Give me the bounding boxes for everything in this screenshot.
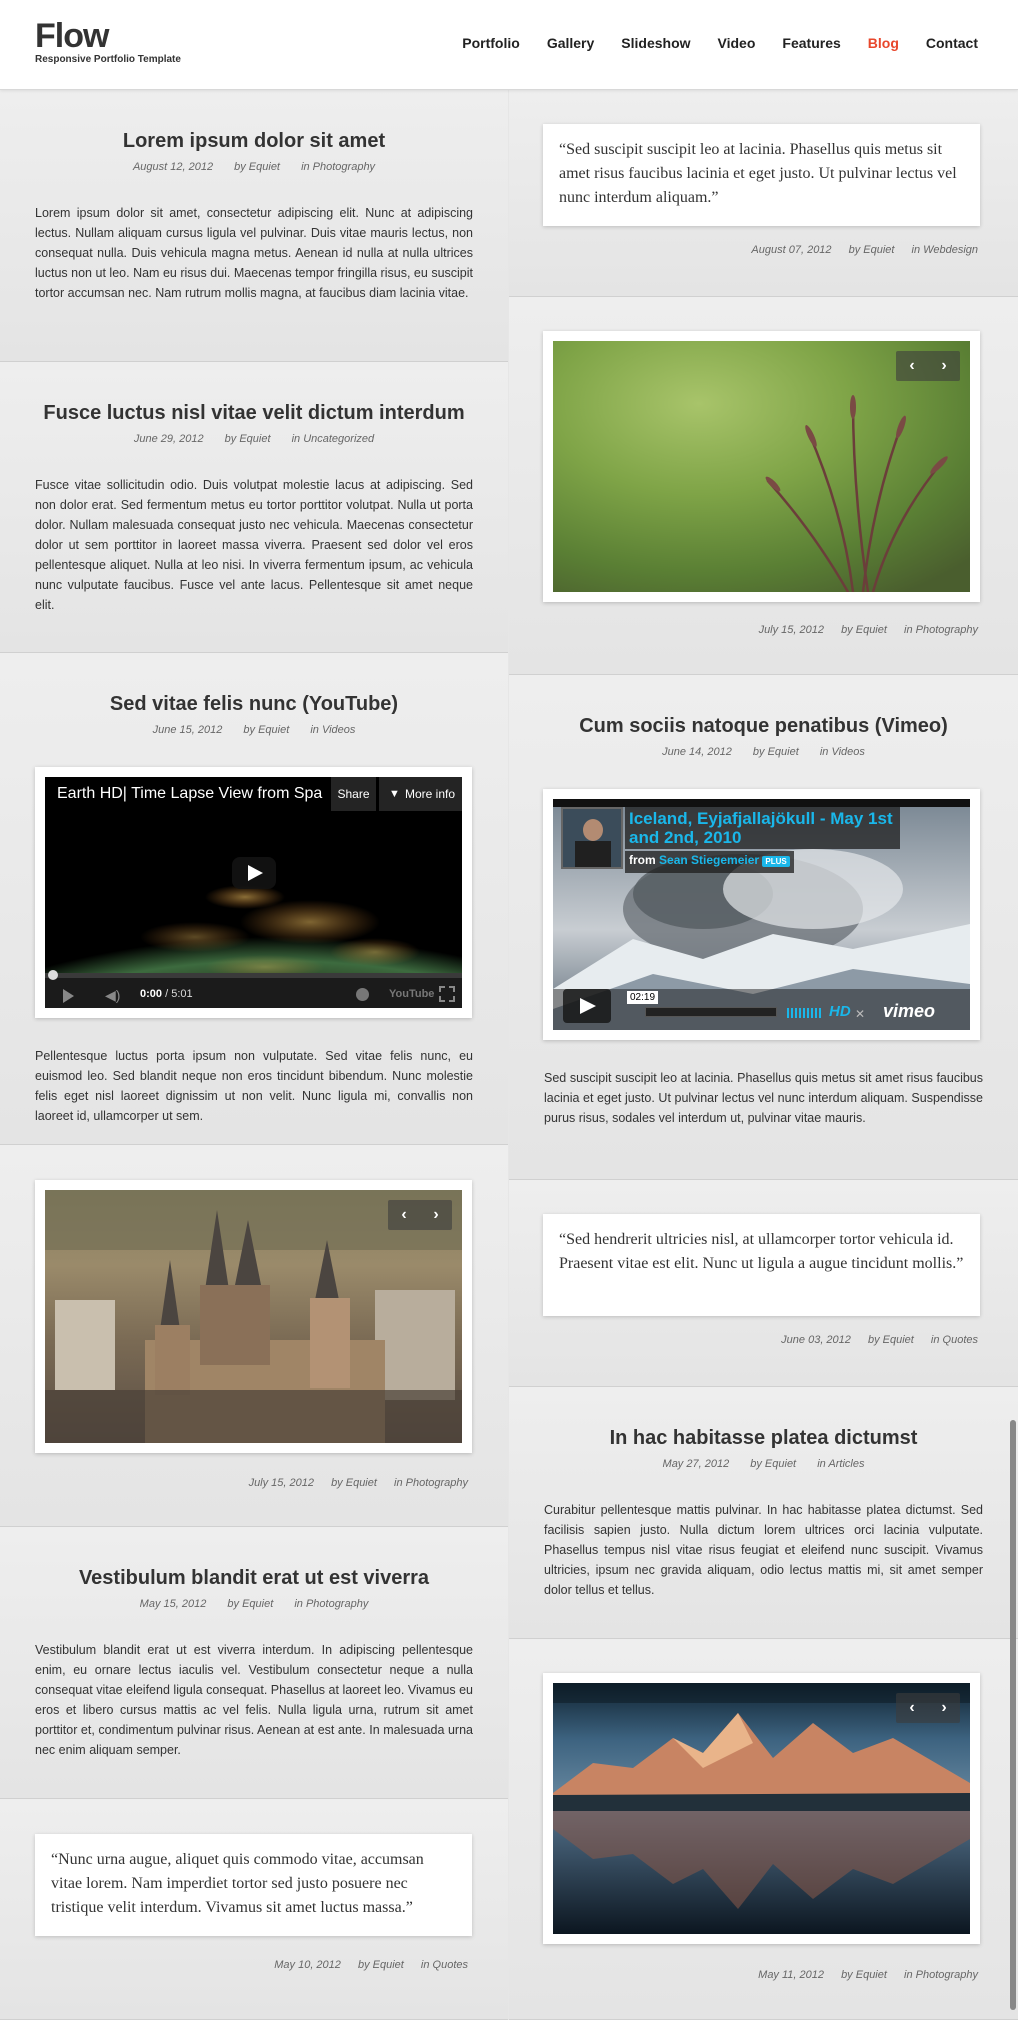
post-photo-slider-grass: [509, 297, 1018, 675]
nav-contact[interactable]: Contact: [925, 35, 978, 51]
post-category[interactable]: in Quotes: [930, 1334, 978, 1346]
post-author[interactable]: by Equiet: [224, 433, 271, 445]
post-category[interactable]: in Photography: [904, 1969, 978, 1981]
post-lorem-ipsum: [0, 90, 508, 362]
youtube-logo[interactable]: YouTube: [389, 988, 435, 1000]
post-meta: [0, 161, 508, 173]
post-author[interactable]: by Equiet: [848, 244, 895, 256]
post-excerpt: Curabitur pellentesque mattis pulvinar. In hac habitasse platea dictumst. Sed facilisis sapien justo. Nulla dictum lorem ultrices orci lacinia vulputate. Phasellus tempus nisl vitae risus feugiat et eleifend nunc suscipit. Vivamus ultricies, ipsum nec gravida aliquam, odio lectus mattis mi, sit amet semper dolor tellus et tellus.: [544, 1503, 983, 1597]
post-date[interactable]: May 27, 2012: [662, 1458, 730, 1470]
post-date[interactable]: July 15, 2012: [248, 1477, 314, 1489]
nav-portfolio[interactable]: Portfolio: [462, 35, 520, 51]
post-quote-hendrerit: [509, 1180, 1018, 1387]
post-excerpt: Fusce vitae sollicitudin odio. Duis volutpat molestie lacus at adipiscing. Sed non dolor erat. Sed fermentum metus eu tortor porttitor volutpat. Nulla ut porta dolor. Nullam malesuada consequat justo nec vehicula. Maecenas consectetur dolor ut sem porttitor in laoreet massa viverra. Praesent sed dolor vel eros pellentesque aliquet. Nulla at leo nisi. In viverra fermentum ipsum, ac vehicula nunc vulputate faucibus. Fusce vel ante lacus. Pellentesque sit amet neque elit.: [35, 478, 473, 612]
slider-prev-button[interactable]: ‹: [909, 357, 915, 374]
post-date[interactable]: July 15, 2012: [758, 624, 824, 636]
post-meta: [260, 1959, 468, 1971]
post-quote-nunc: [0, 1799, 508, 2020]
post-meta: [737, 244, 978, 256]
earth-timelapse-frame: [45, 777, 462, 1008]
youtube-play-button[interactable]: [63, 989, 74, 1003]
vimeo-play-button[interactable]: [563, 989, 611, 1023]
post-author[interactable]: by Equiet: [752, 746, 799, 758]
youtube-duration: / 5:01: [165, 988, 193, 1000]
post-author[interactable]: by Equiet: [227, 1598, 274, 1610]
post-category[interactable]: in Videos: [310, 724, 356, 736]
post-photo-slider-mountain: [509, 1639, 1018, 2020]
post-title[interactable]: Lorem ipsum dolor sit amet: [122, 130, 386, 152]
quote-block: “Sed hendrerit ultricies nisl, at ullamcorper tortor vehicula id. Praesent vitae est elit. Nunc ut ligula a augue tincidunt mollis.”: [543, 1214, 980, 1316]
post-meta: [235, 1477, 468, 1489]
quote-block: “Sed suscipit suscipit leo at lacinia. Phasellus quis metus sit amet risus faucibus lacinia et eget justo. Ut pulvinar lectus vel nunc interdum aliquam.”: [543, 124, 980, 226]
site-title[interactable]: Flow: [35, 17, 109, 55]
slider-next-button[interactable]: ›: [941, 357, 947, 374]
image-slider: [543, 1673, 980, 1944]
post-meta: [509, 746, 1018, 758]
post-author[interactable]: by Equiet: [867, 1334, 914, 1346]
post-youtube: [0, 653, 508, 1145]
main-nav: [435, 35, 978, 51]
slider-controls: [388, 1200, 452, 1230]
post-title[interactable]: Fusce luctus nisl vitae velit dictum interdum: [43, 402, 465, 424]
youtube-more-info-button[interactable]: [379, 777, 462, 811]
vimeo-video-title[interactable]: Iceland, Eyjafjallajökull - May 1st and 2nd, 2010: [625, 807, 900, 849]
youtube-time-display: [140, 988, 193, 1000]
post-category[interactable]: in Quotes: [420, 1959, 468, 1971]
post-in-hac: [509, 1387, 1018, 1639]
post-meta: [767, 1334, 978, 1346]
post-author[interactable]: by Equiet: [841, 624, 887, 636]
vimeo-player[interactable]: [553, 799, 970, 1030]
post-meta: [0, 724, 508, 736]
post-meta: [509, 1458, 1018, 1470]
post-date[interactable]: June 03, 2012: [781, 1334, 851, 1346]
play-icon: [248, 865, 263, 881]
post-meta: [744, 1969, 978, 1981]
post-date[interactable]: May 15, 2012: [139, 1598, 207, 1610]
slider-prev-button[interactable]: ‹: [909, 1699, 915, 1716]
youtube-current-time: 0:00: [140, 988, 163, 1000]
post-category[interactable]: in Uncategorized: [291, 433, 375, 445]
vimeo-time-tooltip: 02:19: [627, 991, 658, 1004]
city-photo[interactable]: [45, 1190, 462, 1443]
vimeo-embed: [543, 789, 980, 1040]
post-excerpt: Lorem ipsum dolor sit amet, consectetur adipiscing elit. Nunc at adipiscing lectus. Nullam aliquam cursus ligula vel pulvinar. Duis vitae mauris lectus, non consequat nulla. Duis vehicula magna metus. Aenean id nulla at nulla ultrices luctus non ut leo. Nam eu risus dui. Maecenas tempor fringilla risus, eu suscipit tortor accumsan nec. Nam rutrum mollis magna, at faucibus diam lacinia vitae.: [35, 206, 473, 300]
post-author[interactable]: by Equiet: [234, 161, 280, 173]
chevron-down-icon: ▼: [389, 788, 400, 800]
vimeo-logo[interactable]: vimeo: [883, 1001, 936, 1021]
site-tagline: Responsive Portfolio Template: [35, 54, 181, 65]
grass-photo[interactable]: [553, 341, 970, 592]
post-date[interactable]: June 29, 2012: [133, 433, 204, 445]
post-category[interactable]: in Photography: [294, 1598, 369, 1610]
post-title[interactable]: Vestibulum blandit erat ut est viverra: [78, 1567, 430, 1589]
volume-bars-icon[interactable]: [787, 1008, 823, 1018]
slider-controls: [896, 351, 960, 381]
image-slider: [543, 331, 980, 602]
vimeo-author-link[interactable]: Sean Stiegemeier: [659, 853, 760, 867]
fullscreen-icon[interactable]: ✕: [855, 1007, 866, 1021]
vimeo-progress-bar[interactable]: [645, 1007, 777, 1017]
post-author[interactable]: by Equiet: [331, 1477, 377, 1489]
post-title[interactable]: Sed vitae felis nunc (YouTube): [109, 693, 399, 715]
post-excerpt: Vestibulum blandit erat ut est viverra interdum. In adipiscing pellentesque enim, eu ornare lectus iaculis vel. Vestibulum consectetur neque a nulla consequat vitae eleifend ligula consequat. Phasellus at laoreet leo. Vivamus eu eros et libero cursus mattis ac vel felis. Nulla ligula urna, rutrum sit amet porttitor et, condimentum pulvinar risus. Aenean at est ante. In malesuada urna nec enim aliquam semper.: [35, 1643, 473, 1757]
post-category[interactable]: in Photography: [394, 1477, 468, 1489]
post-photo-slider-city: [0, 1145, 508, 1527]
slider-next-button[interactable]: ›: [433, 1206, 439, 1223]
post-author[interactable]: by Equiet: [750, 1458, 797, 1470]
post-author[interactable]: by Equiet: [841, 1969, 887, 1981]
post-category[interactable]: in Webdesign: [911, 244, 978, 256]
post-category[interactable]: in Videos: [819, 746, 865, 758]
from-label: from: [629, 853, 656, 867]
image-slider: [35, 1180, 472, 1453]
site-logo[interactable]: [35, 18, 181, 65]
post-date[interactable]: May 11, 2012: [758, 1969, 824, 1981]
youtube-video-title[interactable]: Earth HD| Time Lapse View from Spa: [57, 785, 323, 802]
nav-blog[interactable]: Blog: [867, 35, 899, 51]
post-excerpt: Sed suscipit suscipit leo at lacinia. Phasellus quis metus sit amet risus faucibus lacinia et eget justo. Ut pulvinar lectus vel nunc interdum aliquam. Suspendisse purus risus, sodales vel interdum ut, pulvinar vitae mauris.: [544, 1071, 983, 1125]
page-scrollbar[interactable]: [1010, 1420, 1016, 2010]
post-category[interactable]: in Articles: [817, 1458, 865, 1470]
plus-badge: PLUS: [762, 856, 789, 867]
post-date[interactable]: June 15, 2012: [152, 724, 223, 736]
slider-next-button[interactable]: ›: [941, 1699, 947, 1716]
quote-block: “Nunc urna augue, aliquet quis commodo vitae, accumsan vitae lorem. Nam imperdiet tortor sed justo posuere nec tristique velit interdum. Vivamus sit amet luctus massa.”: [35, 1834, 472, 1936]
mountain-photo[interactable]: [553, 1683, 970, 1934]
author-portrait[interactable]: [561, 807, 623, 869]
play-icon: [580, 998, 596, 1014]
post-meta: [0, 1598, 508, 1610]
hd-button[interactable]: HD: [829, 1003, 851, 1020]
post-title[interactable]: Cum sociis natoque penatibus (Vimeo): [579, 715, 948, 737]
post-excerpt: Pellentesque luctus porta ipsum non vulputate. Sed vitae felis nunc, eu euismod leo. Sed blandit neque non eros tincidunt bibendum. Nunc molestie felis eget nisl laoreet dignissim ut non velit. Nunc ligula mi, convallis non laoreet id, ullamcorper ut sem.: [35, 1049, 473, 1123]
post-vimeo: [509, 675, 1018, 1180]
post-category[interactable]: in Photography: [904, 624, 978, 636]
post-date[interactable]: May 10, 2012: [274, 1959, 341, 1971]
nav-video[interactable]: Video: [717, 35, 756, 51]
nav-features[interactable]: Features: [782, 35, 841, 51]
more-info-label: More info: [405, 787, 456, 801]
site-header: [0, 0, 1018, 90]
post-author[interactable]: by Equiet: [243, 724, 290, 736]
slider-prev-button[interactable]: ‹: [401, 1206, 407, 1223]
youtube-player[interactable]: [45, 777, 462, 1008]
post-fusce-luctus: [0, 362, 508, 653]
post-category[interactable]: in Photography: [301, 161, 376, 173]
post-date[interactable]: August 07, 2012: [751, 244, 832, 256]
post-meta: [0, 433, 508, 445]
nav-slideshow[interactable]: Slideshow: [621, 35, 691, 51]
nav-gallery[interactable]: Gallery: [546, 35, 595, 51]
post-date[interactable]: August 12, 2012: [132, 161, 214, 173]
post-quote-suscipit: [509, 90, 1018, 297]
post-author[interactable]: by Equiet: [357, 1959, 404, 1971]
post-vestibulum: [0, 1527, 508, 1799]
youtube-embed: [35, 767, 472, 1018]
clock-icon[interactable]: [356, 988, 369, 1001]
volume-icon[interactable]: ◀): [105, 987, 121, 1003]
vimeo-byline: [625, 851, 794, 873]
post-date[interactable]: June 14, 2012: [662, 746, 732, 758]
post-title[interactable]: In hac habitasse platea dictumst: [609, 1427, 918, 1449]
fullscreen-icon[interactable]: [439, 986, 455, 1002]
post-meta: [745, 624, 978, 636]
youtube-play-overlay-button[interactable]: [232, 857, 276, 889]
youtube-share-button[interactable]: Share: [331, 777, 376, 811]
slider-controls: [896, 1693, 960, 1723]
